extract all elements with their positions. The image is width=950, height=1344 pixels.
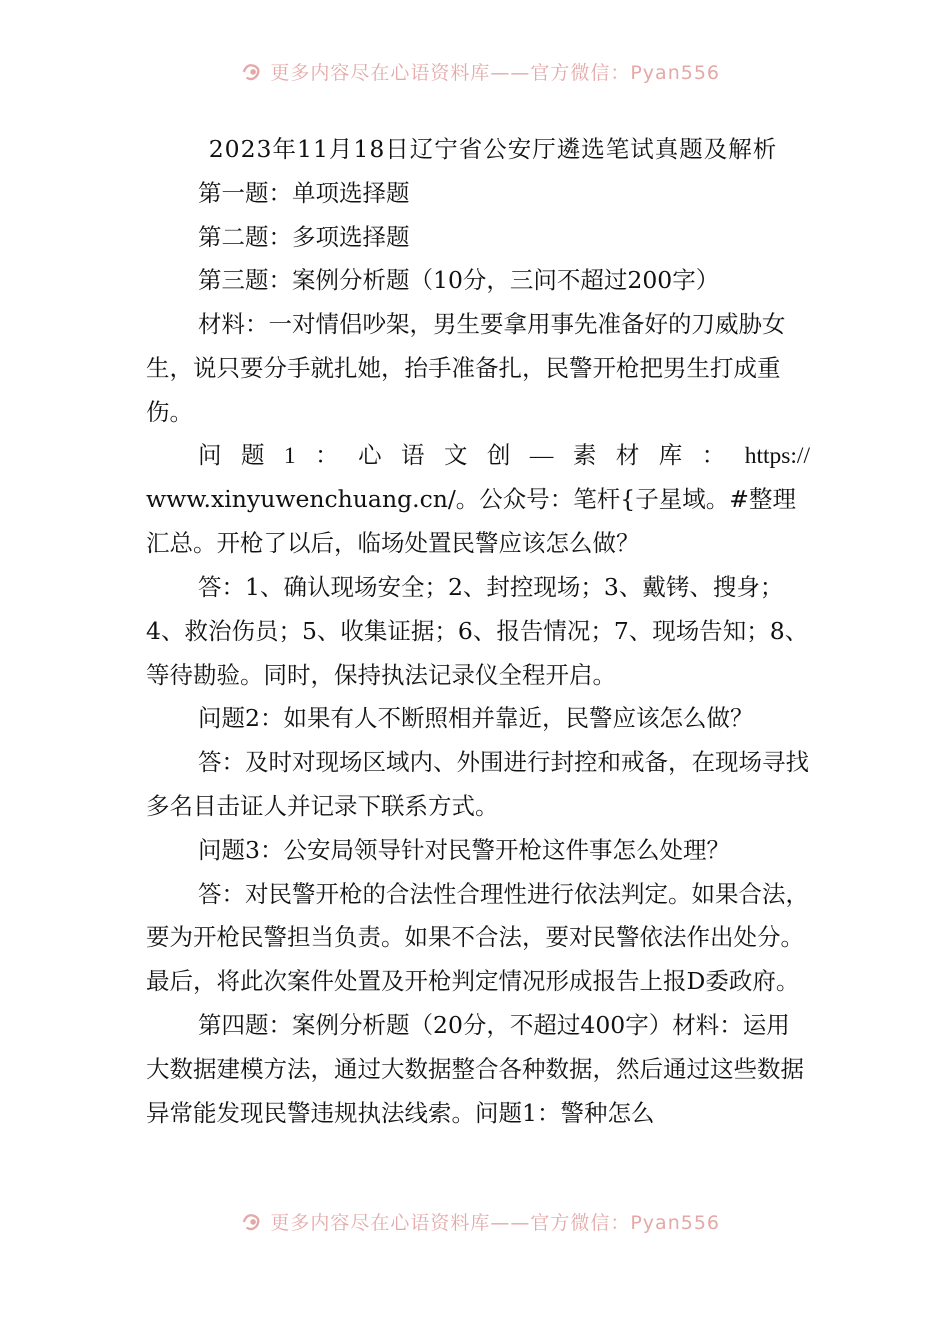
question-2: 问题2：如果有人不断照相并靠近，民警应该怎么做？ xyxy=(198,704,754,733)
watermark-text: 更多内容尽在心语资料库——官方微信：Pyan556 xyxy=(270,1211,720,1234)
answer-1: 答：1、确认现场安全；2、封控现场；3、戴铐、搜身；4、救治伤员；5、收集证据；6、报告情况；7、现场告知；8、等待勘验。同时，保持执法记录仪全程开启。 xyxy=(146,572,809,689)
watermark-text: 更多内容尽在心语资料库——官方微信：Pyan556 xyxy=(270,61,720,84)
footer-watermark xyxy=(240,1206,720,1236)
section-4-paragraph: 第四题：案例分析题（20分，不超过400字）材料：运用大数据建模方法，通过大数据整合各种数据，然后通过这些数据异常能发现民警违规执法线索。问题1：警种怎么 xyxy=(146,1010,804,1127)
question-3: 问题3：公安局领导针对民警开枪这件事怎么处理？ xyxy=(198,835,730,864)
brand-logo-icon xyxy=(240,58,264,84)
brand-logo-icon xyxy=(240,1208,264,1234)
section-1-heading: 第一题：单项选择题 xyxy=(198,178,410,207)
question-1-heading: 问题1：心语文创—素材库：https:// xyxy=(198,442,810,469)
section-2-heading: 第二题：多项选择题 xyxy=(198,222,410,251)
answer-2: 答：及时对现场区域内、外围进行封控和戒备，在现场寻找多名目击证人并记录下联系方式。 xyxy=(146,748,809,820)
section-3-heading: 第三题：案例分析题（10分，三问不超过200字） xyxy=(198,266,720,295)
header-watermark xyxy=(240,56,720,86)
question-1-text: www.xinyuwenchuang.cn/。公众号：笔杆{子星域。#整理汇总。开枪了以后，临场处置民警应该怎么做？ xyxy=(146,485,796,558)
answer-3: 答：对民警开枪的合法性合理性进行依法判定。如果合法，要为开枪民警担当负责。如果不合法，要对民警依法作出处分。最后，将此次案件处置及开枪判定情况形成报告上报D委政府。 xyxy=(146,879,809,996)
document-body xyxy=(146,128,810,1135)
document-title: 2023年11月18日辽宁省公安厅遴选笔试真题及解析 xyxy=(208,135,778,163)
material-paragraph: 材料：一对情侣吵架，男生要拿用事先准备好的刀威胁女生，说只要分手就扎她，抬手准备扎，民警开枪把男生打成重伤。 xyxy=(146,310,786,426)
